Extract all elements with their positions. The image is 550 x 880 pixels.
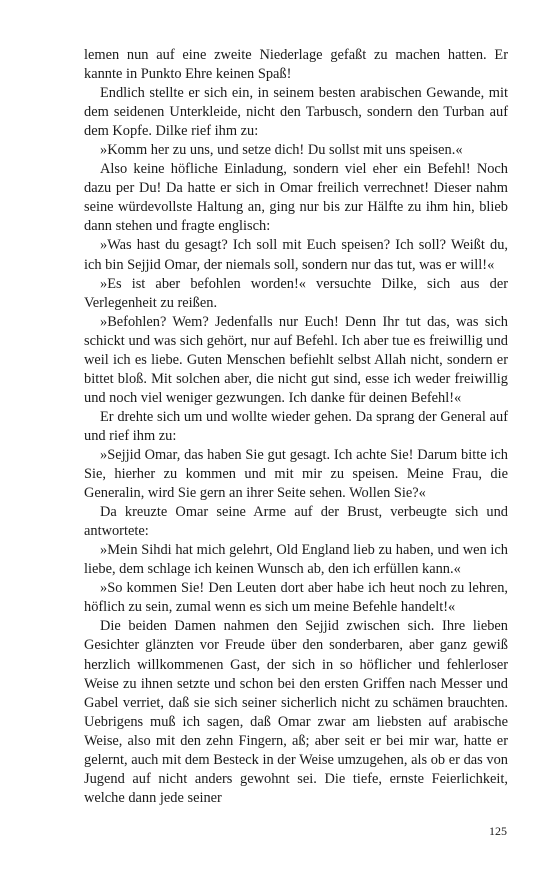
paragraph: »Komm her zu uns, und setze dich! Du sollst mit uns speisen.« [100, 142, 463, 159]
page-number: 125 [489, 824, 507, 838]
paragraph: Also keine höfliche Einladung, sondern viel eher ein Befehl! Noch dazu per Du! Da hatte er sich in Omar freilich verrechnet! Dieser nahm seine würdevollste Haltung an, ging nur bis zur Hälfte zu ihm hin, blieb dann stehen und fragte englisch: [84, 161, 508, 235]
paragraph: »Befohlen? Wem? Jedenfalls nur Euch! Denn Ihr tut das, was sich schickt und was sich gehört, nur auf Befehl. Ich aber tue es freiwillig und weil ich es liebe. Guten Menschen befiehlt selbst Allah nicht, sondern er bittet bloß. Mit solchen aber, die nicht gut sind, esse ich weder freiwillig und noch viel weniger gezwungen. Ich danke für deinen Befehl!« [84, 313, 508, 406]
paragraph: »So kommen Sie! Den Leuten dort aber habe ich heut noch zu lehren, höflich zu sein, zumal wenn es sich um meine Befehle handelt!« [84, 580, 508, 616]
paragraph: lemen nun auf eine zweite Niederlage gefaßt zu machen hatten. Er kannte in Punkto Ehre keinen Spaß! [84, 47, 508, 83]
paragraph: »Mein Sihdi hat mich gelehrt, Old England lieb zu haben, und wen ich liebe, dem schlage ich keinen Wunsch ab, den ich erfüllen kann.« [84, 542, 508, 578]
paragraph: Die beiden Damen nahmen den Sejjid zwischen sich. Ihre lieben Gesichter glänzten vor Freude über den sonderbaren, aber ganz gewiß herzlich willkommenen Gast, der sich in so höflicher und fehlerloser Weise zu ihnen setzte und schon bei den ersten Griffen nach Messer und Gabel verriet, daß sie sich seiner sicherlich nicht zu schämen brauchten. Uebrigens muß ich sagen, daß Omar zwar am liebsten auf arabische Weise, also mit den zehn Fingern, aß; aber seit er bei mir war, hatte er gelernt, auch mit dem Besteck in der Weise umzugehen, als ob er das von Jugend auf nicht anders gewohnt sei. Die tiefe, ernste Feierlichkeit, welche dann jede seiner [84, 618, 508, 806]
paragraph: »Sejjid Omar, das haben Sie gut gesagt. Ich achte Sie! Darum bitte ich Sie, hierher zu kommen und mit mir zu speisen. Meine Frau, die Generalin, wird Sie gern an ihrer Seite sehen. Wollen Sie?« [84, 446, 508, 502]
paragraph: Da kreuzte Omar seine Arme auf der Brust, verbeugte sich und antwortete: [84, 504, 508, 540]
paragraph: »Es ist aber befohlen worden!« versuchte Dilke, sich aus der Verlegenheit zu reißen. [84, 275, 508, 311]
paragraph: Endlich stellte er sich ein, in seinem besten arabischen Gewande, mit dem seidenen Unterkleide, nicht den Tarbusch, sondern den Turban auf dem Kopfe. Dilke rief ihm zu: [84, 85, 508, 140]
paragraph: »Was hast du gesagt? Ich soll mit Euch speisen? Ich soll? Weißt du, ich bin Sejjid Omar, der niemals soll, sondern nur das tut, was er will!« [84, 237, 508, 273]
paragraph: Er drehte sich um und wollte wieder gehen. Da sprang der General auf und rief ihm zu: [84, 408, 508, 444]
body-text [84, 46, 508, 808]
